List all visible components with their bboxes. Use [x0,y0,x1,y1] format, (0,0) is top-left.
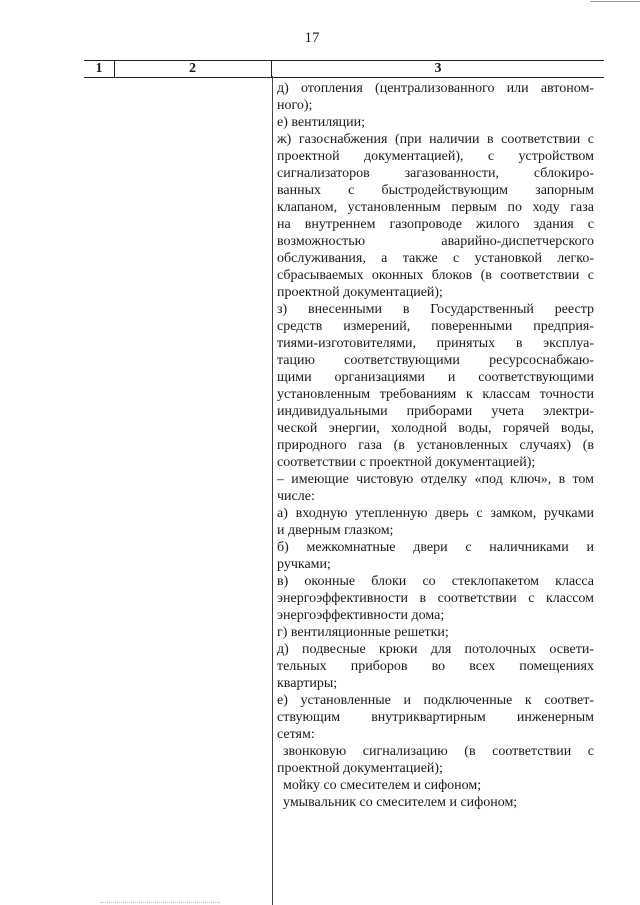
text-line: б) межкомнатные двери с наличниками и [277,540,594,555]
text-line: энергоэффективности дома; [277,608,445,623]
text-line: ванных с быстродействующим запорным [277,183,594,198]
text-line: щими организациями и соответствующими [277,370,594,385]
text-line: е) вентиляции; [277,115,366,130]
text-line: на внутреннем газопроводе жилого здания с [277,217,594,232]
text-line: тацию соответствующими ресурсоснабжаю- [277,353,594,368]
text-line: сетям: [277,727,315,742]
text-line: – имеющие чистовую отделку «под ключ», в том [277,472,594,487]
text-line: ческой энергии, холодной воды, горячей воды, [277,421,594,436]
text-line: сбрасываемых оконных блоков (в соответствии с [277,268,594,283]
text-line: умывальник со смесителем и сифоном; [283,795,518,810]
text-line: индивидуальными приборами учета электри- [277,404,594,419]
text-line: е) установленные и подключенные к соответ- [277,693,594,708]
text-line: г) вентиляционные решетки; [277,625,449,640]
text-line: тиями-изготовителями, принятых в эксплуа- [277,336,594,351]
text-line: клапаном, установленным первым по ходу газа [277,200,594,215]
text-line: средств измерений, поверенными предприя- [277,319,594,334]
page-number: 17 [304,30,320,46]
text-line: мойку со смесителем и сифоном; [283,778,482,793]
scan-edge-mark [590,1,640,2]
text-line: а) входную утепленную дверь с замком, ручками [277,506,594,521]
text-line: энергоэффективности в соответствии с классом [277,591,594,606]
text-line: тельных приборов во всех помещениях [277,659,594,674]
scan-edge-mark-bottom [100,902,220,903]
text-line: проектной документацией); [277,761,443,776]
text-line: обслуживания, а также с установкой легко- [277,251,594,266]
header-col-2: 2 [114,61,272,77]
text-line: в) оконные блоки со стеклопакетом класса [277,574,594,589]
text-line: сигнализаторов загазованности, сблокиро- [277,166,594,181]
text-line: проектной документацией); [277,285,443,300]
text-line: звонковую сигнализацию (в соответствии с [283,744,594,759]
column-divider [272,76,273,905]
text-line: ного); [277,98,313,113]
text-line: возможностью аварийно-диспетчерского [277,234,594,249]
text-line: природного газа (в установленных случаях) (в [277,438,594,453]
text-line: квартиры; [277,676,338,691]
text-line: з) внесенными в Государственный реестр [277,302,594,317]
column-3-text [277,80,594,811]
text-line: ручками; [277,557,331,572]
header-col-1: 1 [84,61,115,77]
text-line: установленным требованиям к классам точности [277,387,594,402]
text-line: и дверным глазком; [277,523,394,538]
text-line: числе: [277,489,315,504]
table-header [84,60,604,78]
text-line: соответствии с проектной документацией); [277,455,536,470]
text-line: ж) газоснабжения (при наличии в соответствии с [277,132,594,147]
text-line: проектной документацией), с устройством [277,149,594,164]
header-col-3: 3 [434,61,442,76]
text-line: ствующим внутриквартирным инженерным [277,710,594,725]
text-line: д) отопления (централизованного или автоном- [277,81,594,96]
text-line: д) подвесные крюки для потолочных освети- [277,642,594,657]
